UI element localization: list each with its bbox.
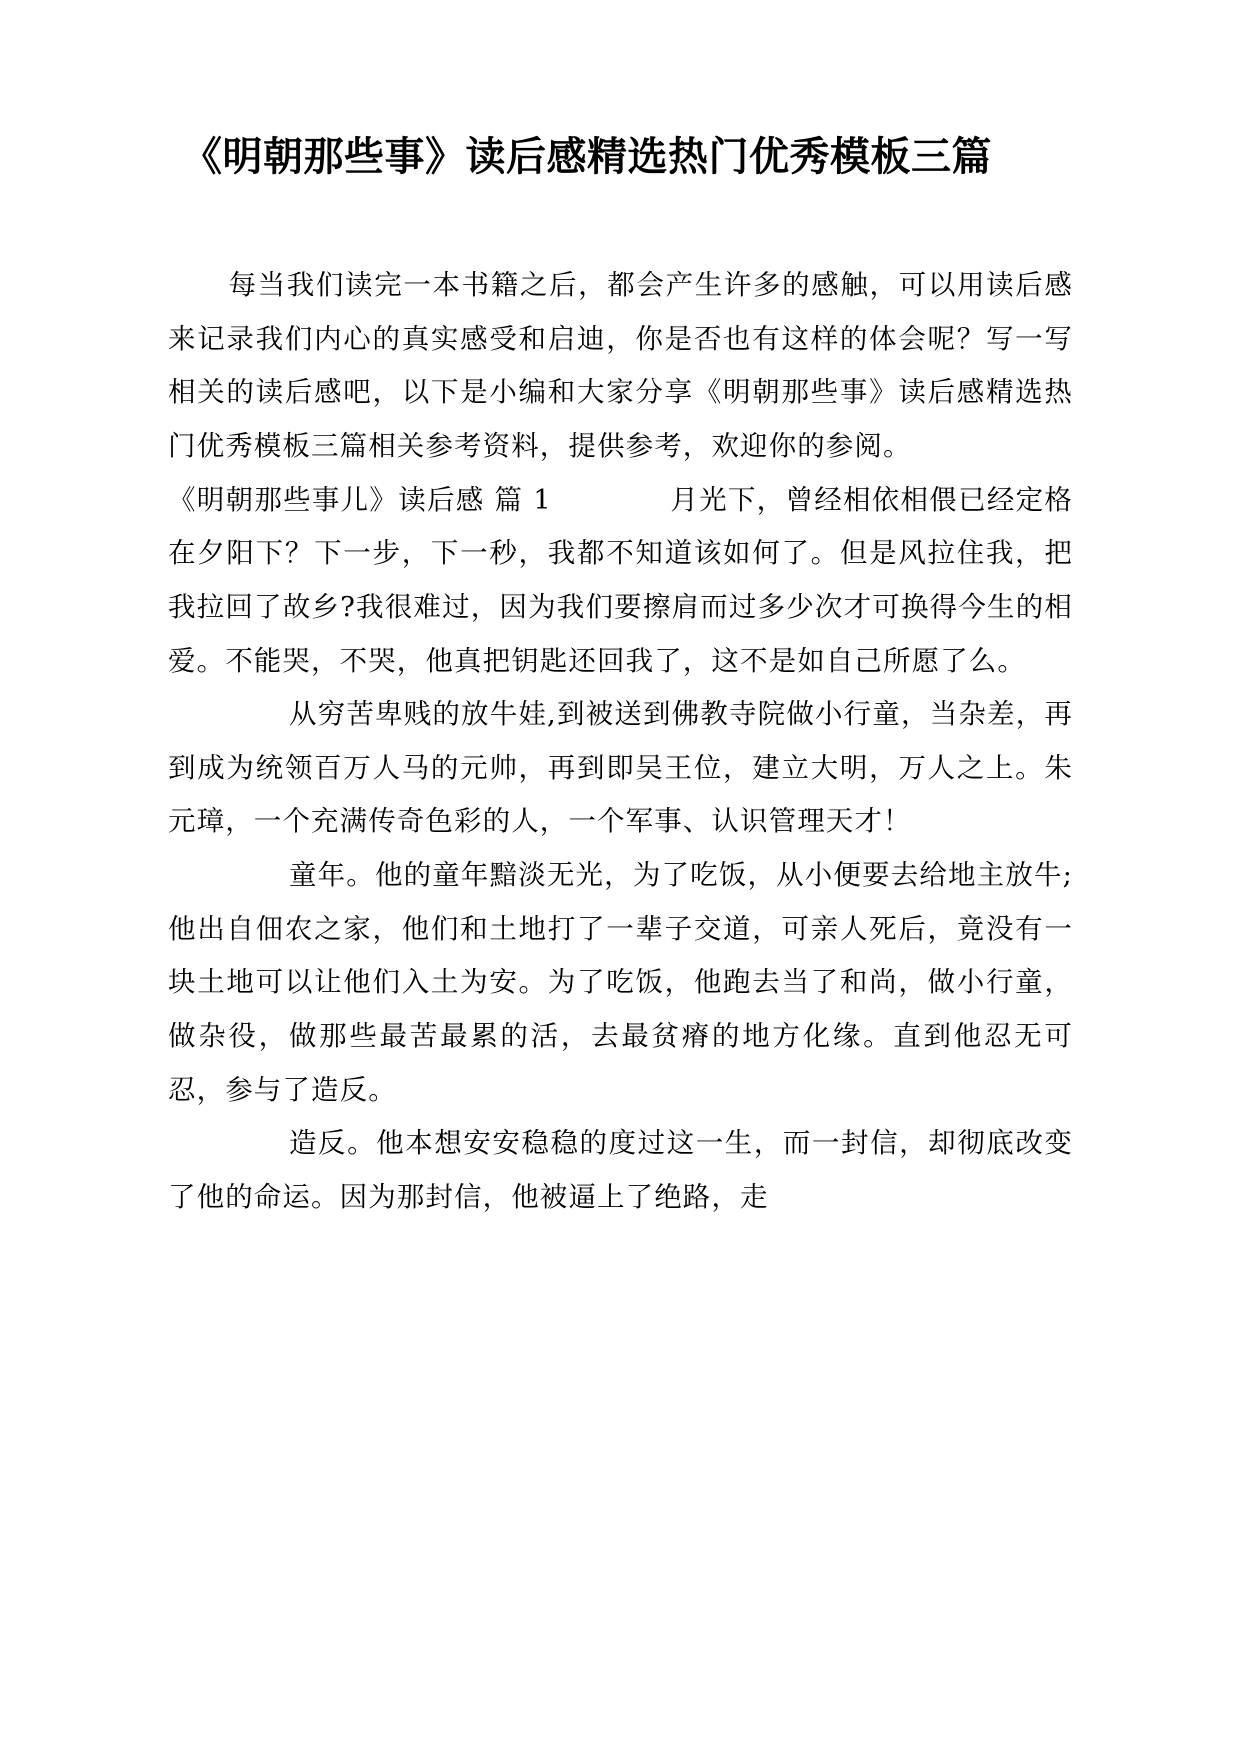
paragraph-section-heading-1 [168,474,1073,689]
paragraph-intro: 每当我们读完一本书籍之后，都会产生许多的感触，可以用读后感来记录我们内心的真实感受和启迪，你是否也有这样的体会呢？写一写相关的读后感吧，以下是小编和大家分享《明朝那些事》读后感精选热门优秀模板三篇相关参考资料，提供参考，欢迎你的参阅。 [168,269,1073,463]
paragraph-2: 从穷苦卑贱的放牛娃,到被送到佛教寺院做小行童，当杂差，再到成为统领百万人马的元帅，再到即吴王位，建立大明，万人之上。朱元璋，一个充满传奇色彩的人，一个军事、认识管理天才！ [168,698,1073,838]
section-label: 《明朝那些事儿》读后感 篇 1 [168,483,552,516]
section-body: 月光下，曾经相依相偎已经定格在夕阳下？下一步，下一秒，我都不知道该如何了。但是风拉住我，把我拉回了故乡?我很难过，因为我们要擦肩而过多少次才可换得今生的相爱。不能哭，不哭，他真把钥匙还回我了，这不是如自己所愿了么。 [168,483,1074,677]
title-spacer [168,187,1073,259]
paragraph-4: 造反。他本想安安稳稳的度过这一生，而一封信，却彻底改变了他的命运。因为那封信，他被逼上了绝路，走 [168,1127,1073,1213]
paragraph-3: 童年。他的童年黯淡无光，为了吃饭，从小便要去给地主放牛; 他出自佃农之家，他们和土地打了一辈子交道，可亲人死后，竟没有一块土地可以让他们入土为安。为了吃饭，他跑去当了和尚，做小行童，做杂役，做那些最苦最累的活，去最贫瘠的地方化缘。直到他忍无可忍，参与了造反。 [168,859,1073,1106]
page-title: 《明朝那些事》读后感精选热门优秀模板三篇 [182,134,992,180]
